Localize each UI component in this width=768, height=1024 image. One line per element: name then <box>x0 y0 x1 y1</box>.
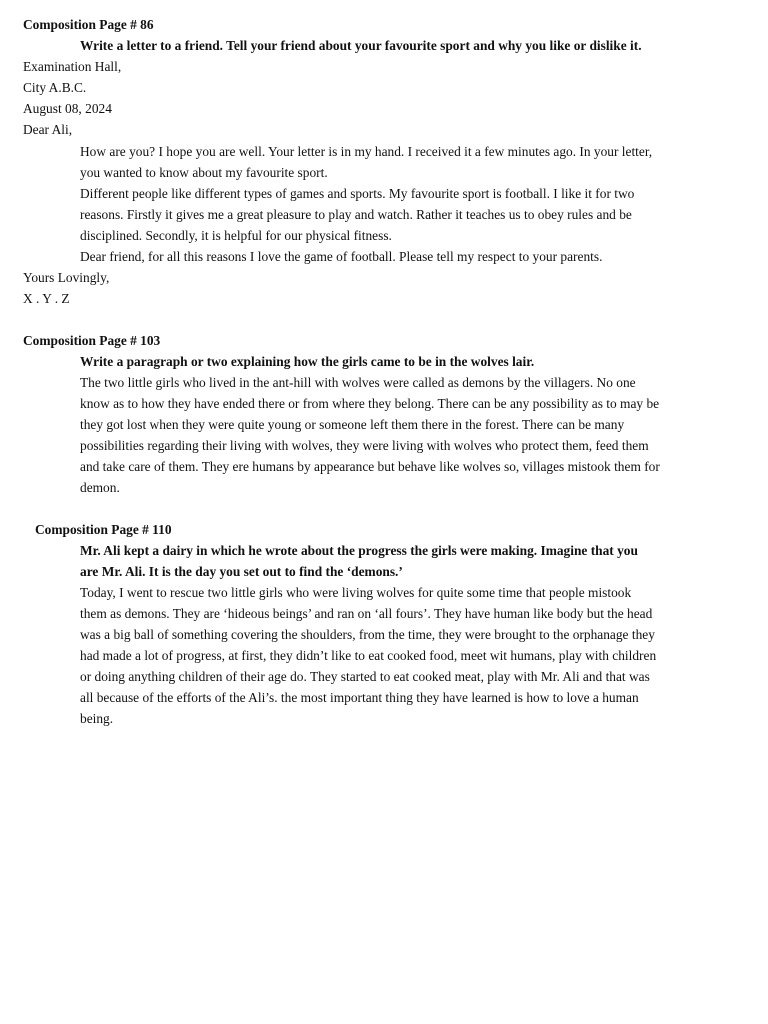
section-heading-110: Composition Page # 110 <box>35 522 172 537</box>
section-prompt-86: Write a letter to a friend. Tell your friend about your favourite sport and why you like or dislike it. <box>80 38 642 53</box>
diary-body-line: being. <box>80 711 114 726</box>
letter-date: August 08, 2024 <box>23 101 112 116</box>
letter-body-line: Different people like different types of games and sports. My favourite sport is football. I like it for two <box>80 186 635 201</box>
letter-closing: Yours Lovingly, <box>23 270 110 285</box>
sender-address-line-2: City A.B.C. <box>23 80 87 95</box>
letter-body-line: reasons. Firstly it gives me a great pleasure to play and watch. Rather it teaches us to obey rules and be <box>80 207 632 222</box>
paragraph-line: know as to how they have ended there or from where they belong. There can be any possibility as to may be <box>80 396 660 411</box>
section-prompt-103: Write a paragraph or two explaining how the girls came to be in the wolves lair. <box>80 354 535 369</box>
diary-body-line: all because of the efforts of the Ali’s. the most important thing they have learned is how to love a human <box>80 690 639 705</box>
letter-body-line: you wanted to know about my favourite sport. <box>80 165 328 180</box>
paragraph-line: they got lost when they were quite young or someone left them there in the forest. There can be many <box>80 417 625 432</box>
section-prompt-110: are Mr. Ali. It is the day you set out to find the ‘demons.’ <box>80 564 403 579</box>
letter-signature: X . Y . Z <box>23 291 70 306</box>
section-heading-103: Composition Page # 103 <box>23 333 161 348</box>
paragraph-line: and take care of them. They ere humans by appearance but behave like wolves so, villages mistook them for <box>80 459 660 474</box>
letter-salutation: Dear Ali, <box>23 122 73 137</box>
letter-body-line: disciplined. Secondly, it is helpful for our physical fitness. <box>80 228 392 243</box>
diary-body-line: had made a lot of progress, at first, they didn’t like to eat cooked food, meet wit humans, play with children <box>80 648 657 663</box>
paragraph-line: The two little girls who lived in the ant-hill with wolves were called as demons by the villagers. No one <box>80 375 636 390</box>
paragraph-line: demon. <box>80 480 120 495</box>
diary-body-line: was a big ball of something covering the shoulders, from the time, they were brought to the orphanage they <box>80 627 655 642</box>
diary-body-line: Today, I went to rescue two little girls who were living wolves for quite some time that people mistook <box>80 585 632 600</box>
section-heading-86: Composition Page # 86 <box>23 17 154 32</box>
diary-body-line: or doing anything children of their age do. They started to eat cooked meat, play with Mr. Ali and that was <box>80 669 650 684</box>
diary-body-line: them as demons. They are ‘hideous beings’ and ran on ‘all fours’. They have human like body but the head <box>80 606 653 621</box>
letter-body-line: How are you? I hope you are well. Your letter is in my hand. I received it a few minutes ago. In your letter, <box>80 144 653 159</box>
letter-body-line: Dear friend, for all this reasons I love the game of football. Please tell my respect to your parents. <box>80 249 603 264</box>
sender-address-line-1: Examination Hall, <box>23 59 122 74</box>
section-prompt-110: Mr. Ali kept a dairy in which he wrote about the progress the girls were making. Imagine that you <box>80 543 638 558</box>
paragraph-line: possibilities regarding their living with wolves, they were living with wolves who protect them, feed them <box>80 438 649 453</box>
